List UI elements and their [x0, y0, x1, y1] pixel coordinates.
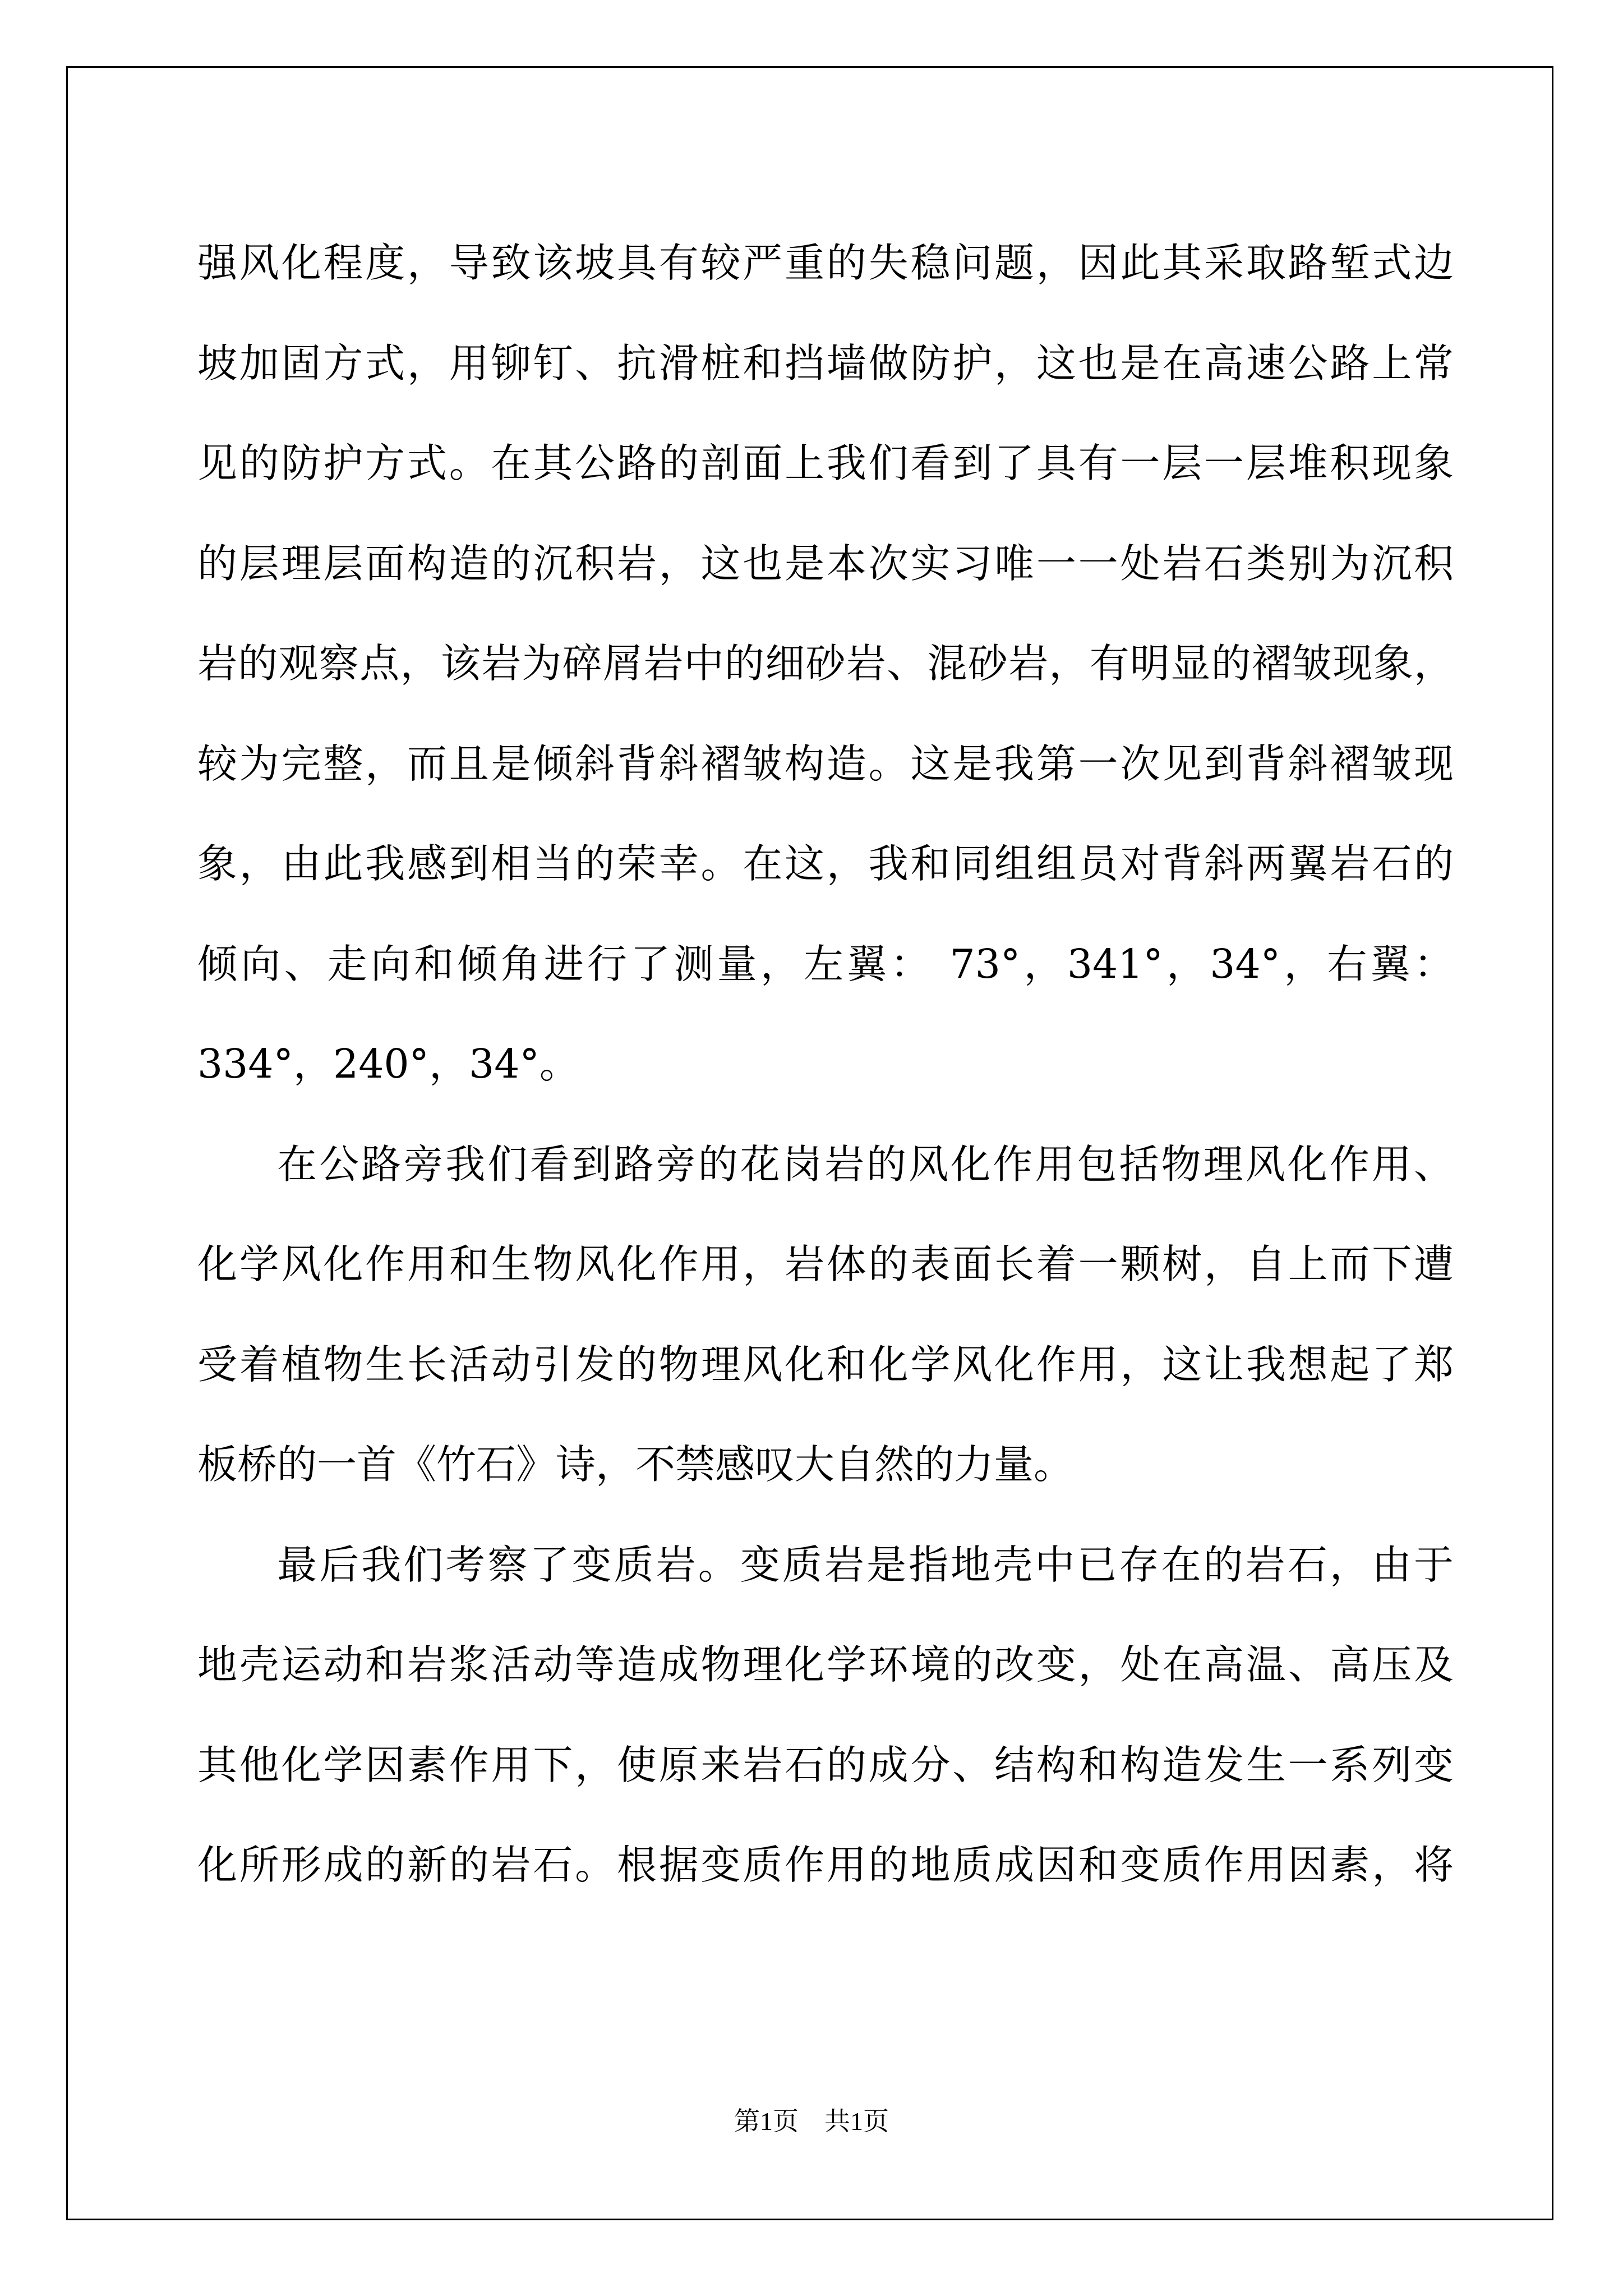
page-number: 第1页 — [734, 2107, 799, 2136]
text-line: 较为完整，而且是倾斜背斜褶皱构造。这是我第一次见到背斜褶皱现 — [197, 740, 1454, 787]
text-line: 倾向、走向和倾角进行了测量，左翼： 73°，341°，34°，右翼： — [197, 940, 1454, 987]
text-line: 地壳运动和岩浆活动等造成物理化学环境的改变，处在高温、高压及 — [197, 1641, 1454, 1688]
document-body — [197, 213, 1454, 1916]
text-line: 见的防护方式。在其公路的剖面上我们看到了具有一层一层堆积现象 — [197, 440, 1454, 486]
text-line: 象，由此我感到相当的荣幸。在这，我和同组组员对背斜两翼岩石的 — [197, 840, 1454, 887]
text-line: 岩的观察点，该岩为碎屑岩中的细砂岩、混砂岩，有明显的褶皱现象， — [197, 640, 1454, 687]
text-line: 化学风化作用和生物风化作用，岩体的表面长着一颗树，自上而下遭 — [197, 1241, 1454, 1287]
text-line: 化所形成的新的岩石。根据变质作用的地质成因和变质作用因素，将 — [197, 1842, 1454, 1888]
paragraph-first-line: 最后我们考察了变质岩。变质岩是指地壳中已存在的岩石，由于 — [277, 1541, 1454, 1588]
paragraph-first-line: 在公路旁我们看到路旁的花岗岩的风化作用包括物理风化作用、 — [277, 1140, 1454, 1188]
text-line: 的层理层面构造的沉积岩，这也是本次实习唯一一处岩石类别为沉积 — [197, 540, 1454, 587]
text-line: 334°，240°，34°。 — [197, 1041, 579, 1087]
text-line: 强风化程度，导致该坡具有较严重的失稳问题，因此其采取路堑式边 — [197, 240, 1454, 286]
text-line: 受着植物生长活动引发的物理风化和化学风化作用，这让我想起了郑 — [197, 1341, 1454, 1388]
text-line: 其他化学因素作用下，使原来岩石的成分、结构和构造发生一系列变 — [197, 1741, 1454, 1788]
text-line: 板桥的一首《竹石》诗，不禁感叹大自然的力量。 — [197, 1441, 1074, 1488]
text-line: 坡加固方式，用铆钉、抗滑桩和挡墙做防护，这也是在高速公路上常 — [197, 339, 1454, 386]
page-total: 共1页 — [824, 2107, 889, 2136]
page-footer — [0, 2101, 1623, 2138]
